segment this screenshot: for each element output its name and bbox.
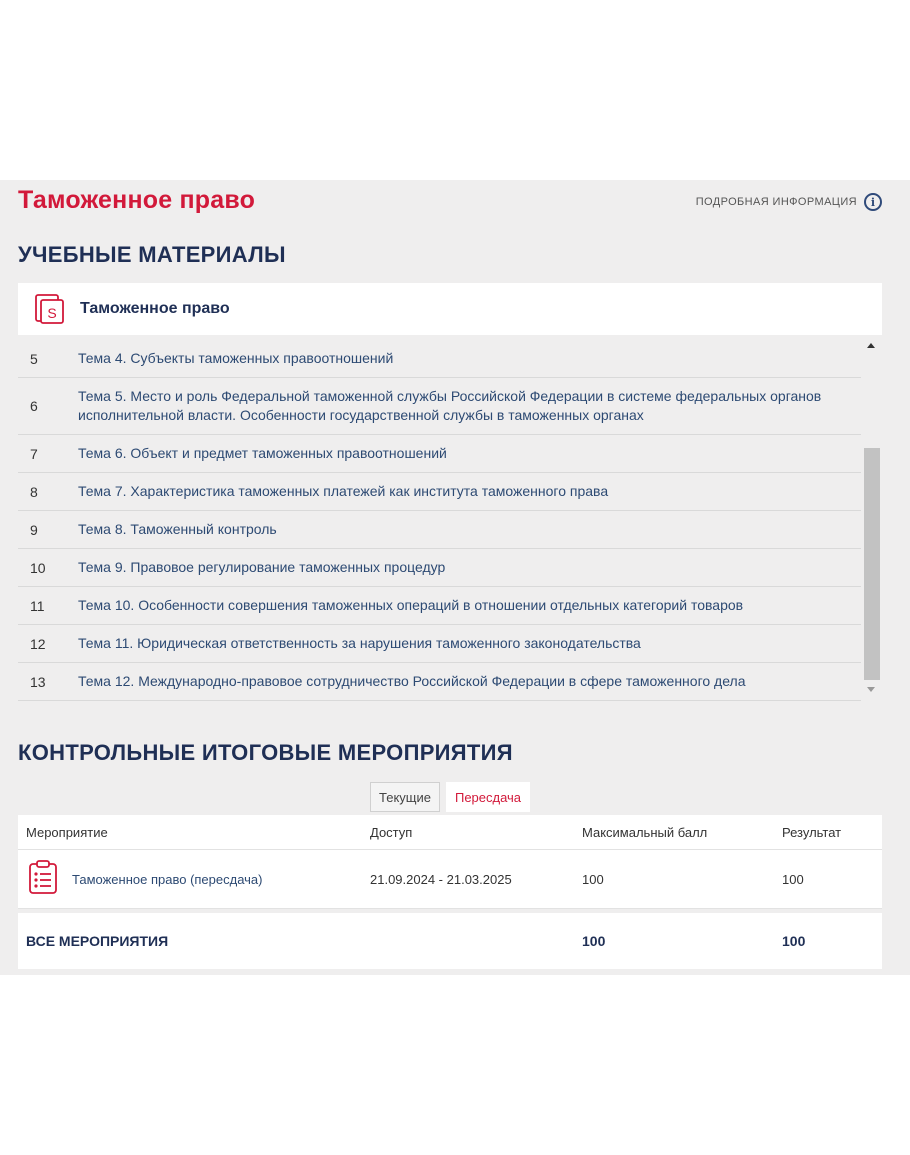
topic-row[interactable] [18,511,861,549]
topic-link[interactable]: Тема 8. Таможенный контроль [78,521,277,537]
event-max-score: 100 [582,871,604,887]
topic-row[interactable] [18,378,861,435]
info-circle-icon[interactable]: i [864,193,882,211]
events-tabs [370,782,530,812]
event-result: 100 [782,871,804,887]
topic-number: 9 [30,521,38,538]
scrollbar-thumb[interactable] [864,448,880,680]
control-events-heading: КОНТРОЛЬНЫЕ ИТОГОВЫЕ МЕРОПРИЯТИЯ [18,740,513,765]
topic-row[interactable] [18,435,861,473]
topic-number: 12 [30,635,46,652]
topic-number: 13 [30,673,46,690]
events-table [18,815,882,969]
topic-link[interactable]: Тема 6. Объект и предмет таможенных правоотношений [78,445,447,461]
detailed-info-label: ПОДРОБНАЯ ИНФОРМАЦИЯ [695,196,857,208]
topic-link[interactable]: Тема 9. Правовое регулирование таможенных процедур [78,559,446,575]
topics-scrollbar[interactable] [862,340,882,702]
event-link[interactable]: Таможенное право (пересдача) [72,871,263,887]
topic-link[interactable]: Тема 10. Особенности совершения таможенных операций в отношении отдельных категорий товаров [78,597,744,613]
column-header-access: Доступ [370,824,413,840]
course-panel [0,180,910,975]
material-card[interactable] [18,283,882,335]
topic-row[interactable] [18,625,861,663]
scroll-up-arrow-icon[interactable] [867,343,875,348]
column-header-result: Результат [782,824,842,840]
topic-number: 11 [30,597,45,614]
event-cell [18,859,370,900]
topic-number: 6 [30,398,38,414]
materials-heading: УЧЕБНЫЕ МАТЕРИАЛЫ [18,242,286,267]
table-total-row [18,913,882,969]
topic-row[interactable] [18,340,861,378]
tab-current[interactable]: Текущие [370,782,440,812]
topic-link[interactable]: Тема 11. Юридическая ответственность за нарушения таможенного законодательства [78,635,641,651]
detailed-info-link[interactable] [696,192,882,212]
topics-scroll-area[interactable] [18,340,882,702]
topic-link[interactable]: Тема 5. Место и роль Федеральной таможенной службы Российской Федерации в системе федеральных органов исполнительной власти. Особенности государственной службы в таможенных органах [78,388,822,423]
material-card-title: Таможенное право [80,300,230,317]
topic-row[interactable] [18,549,861,587]
clipboard-list-icon [28,859,58,900]
total-result: 100 [782,933,806,949]
total-max-score: 100 [582,933,606,949]
event-access: 21.09.2024 - 21.03.2025 [370,871,512,887]
topic-number: 5 [30,350,38,367]
topics-list [18,340,861,701]
table-row[interactable] [18,850,882,909]
topic-link[interactable]: Тема 7. Характеристика таможенных платежей как института таможенного права [78,483,609,499]
topic-link[interactable]: Тема 4. Субъекты таможенных правоотношений [78,350,394,366]
table-header-row [18,815,882,850]
topic-link[interactable]: Тема 12. Международно-правовое сотрудничество Российской Федерации в сфере таможенного дела [78,673,746,689]
svg-text:S: S [47,305,57,321]
topic-row[interactable] [18,587,861,625]
topic-row[interactable] [18,663,861,701]
topic-number: 10 [30,559,46,576]
scroll-down-arrow-icon[interactable] [867,687,875,692]
topic-row[interactable] [18,473,861,511]
column-header-max-score: Максимальный балл [582,824,708,840]
topic-number: 7 [30,445,38,462]
total-label: ВСЕ МЕРОПРИЯТИЯ [26,933,169,949]
topic-number: 8 [30,483,38,500]
tab-retake[interactable]: Пересдача [446,782,530,812]
column-header-event: Мероприятие [26,824,108,840]
document-s-icon [34,294,64,324]
course-title: Таможенное право [18,186,256,214]
